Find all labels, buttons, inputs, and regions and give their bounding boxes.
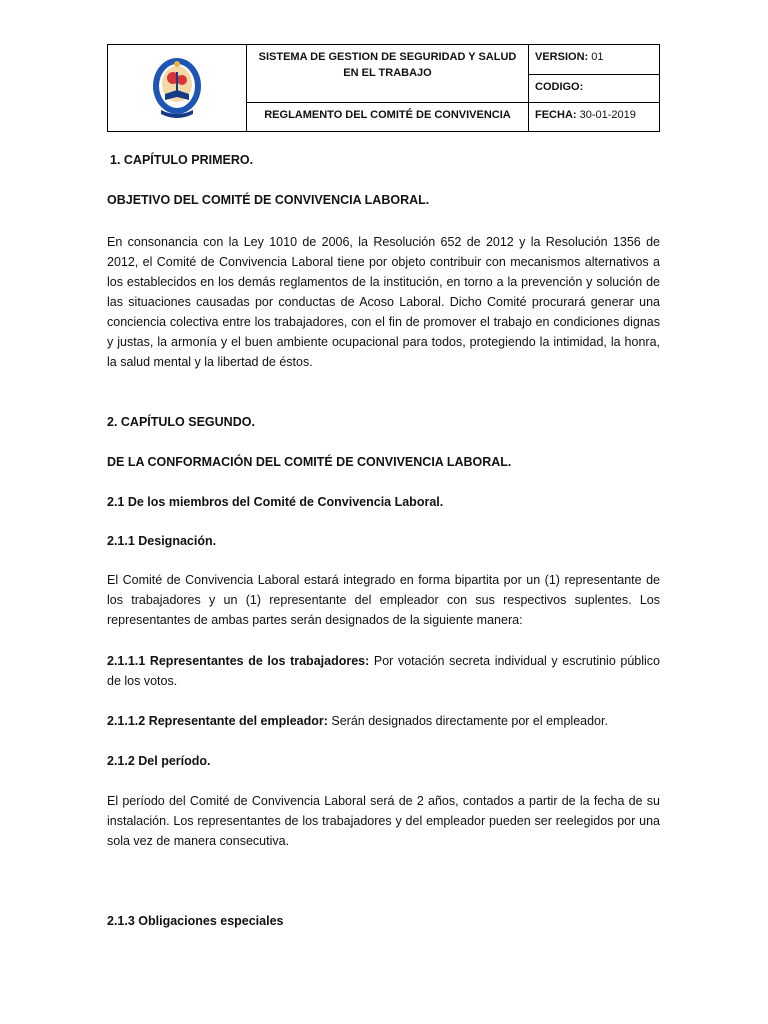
code-label: CODIGO: [535,81,584,93]
document-title-cell [247,103,529,131]
section-2-1-1-2-text: Serán designados directamente por el empleador. [327,714,608,728]
chapter-2-title: 2. CAPÍTULO SEGUNDO. [107,415,255,429]
section-2-1-1-2-lead: 2.1.1.2 Representante del empleador: [107,714,328,728]
date-label: FECHA: [535,109,577,121]
section-2-1-1-2-paragraph [107,711,660,731]
code-cell [529,75,659,103]
section-2-1-1-1-text: Por votación secreta individual y escrutinio público de los votos. [107,654,660,688]
document-header-table [107,44,660,132]
section-2-1-1-1-lead: 2.1.1.1 Representantes de los trabajadores: [107,654,370,668]
institution-logo [151,56,203,120]
section-2-1-1-heading: 2.1.1 Designación. [107,534,217,548]
version-value: 01 [591,51,604,63]
section-2-1-2-heading: 2.1.2 Del período. [107,754,211,768]
system-title: SISTEMA DE GESTION DE SEGURIDAD Y SALUD EN EL TRABAJO [258,51,517,79]
section-2-1-heading: 2.1 De los miembros del Comité de Convivencia Laboral. [107,495,444,509]
version-cell [529,45,659,75]
version-label: VERSION: [535,51,589,63]
section-2-1-3-heading: 2.1.3 Obligaciones especiales [107,914,284,928]
chapter-1-title: 1. CAPÍTULO PRIMERO. [110,153,254,167]
document-title: REGLAMENTO DEL COMITÉ DE CONVIVENCIA [264,109,511,121]
date-value: 30-01-2019 [579,109,636,121]
chapter-2-subtitle: DE LA CONFORMACIÓN DEL COMITÉ DE CONVIVENCIA LABORAL. [107,455,512,469]
section-2-1-2-paragraph: El período del Comité de Convivencia Laboral será de 2 años, contados a partir de la fecha de su instalación. Los representantes de los trabajadores y del empleador pueden ser reelegidos por una sola vez de manera consecutiva. [107,794,660,848]
section-2-1-1-1-paragraph [107,651,660,691]
section-2-1-1-paragraph: El Comité de Convivencia Laboral estará integrado en forma bipartita por un (1) representante de los trabajadores y un (1) representante del empleador con sus respectivos suplentes. Los representantes de ambas partes serán designados de la siguiente manera: [107,573,660,627]
logo-cell [108,45,247,131]
date-cell [529,103,659,131]
chapter-1-subtitle: OBJETIVO DEL COMITÉ DE CONVIVENCIA LABORAL. [107,193,430,207]
chapter-1-paragraph: En consonancia con la Ley 1010 de 2006, la Resolución 652 de 2012 y la Resolución 1356 de 2012, el Comité de Convivencia Laboral tiene por objeto contribuir con mecanismos alternativos a los establecidos en los demás reglamentos de la institución, en torno a la prevención y solución de las situaciones causadas por conductas de Acoso Laboral. Dicho Comité procurará generar una conciencia colectiva entre los trabajadores, con el fin de promover el trabajo en condiciones dignas y justas, la armonía y el buen ambiente ocupacional para todos, protegiendo la intimidad, la honra, la salud mental y la libertad de éstos. [107,235,660,369]
system-title-cell [247,45,529,103]
